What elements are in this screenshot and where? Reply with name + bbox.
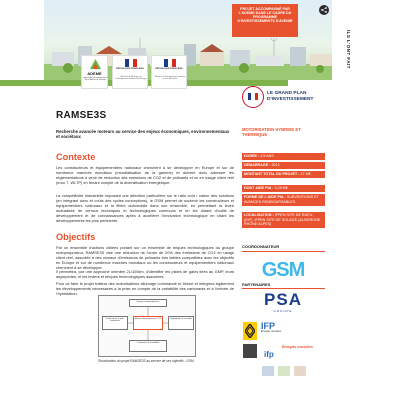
fact-label: FORME DE L'AIDE PIA : xyxy=(244,195,286,200)
fact-montant xyxy=(242,171,325,178)
objectifs-paragraph-1: Par un ensemble d'actions ciblées portant sur un ensemble de briques technologiques du groupe motopropulseur, RAMSE3S vise une réduction de l'ordre de 20% des émissions de CO2 en usage client réel, associée à des niveaux d'émissions de polluants très faibles compatibles avec les objectifs en Europe et sur de nombreux marchés mondiaux ou les constructeurs et équipementiers nationaux cherchent à se développer. xyxy=(56,245,234,270)
fact-label: LOCALISATION : xyxy=(244,213,274,218)
partner-logo-small xyxy=(278,366,290,376)
ministry-republic-label: RÉPUBLIQUE FRANÇAISE xyxy=(155,68,183,70)
renault-logo xyxy=(243,322,257,340)
contexte-heading: Contexte xyxy=(56,152,96,162)
footer-partner-logos xyxy=(262,366,306,376)
fact-label: MONTANT TOTAL DU PROJET : xyxy=(244,172,300,177)
ifpen-logo xyxy=(261,321,301,337)
fact-value: 17 M€ xyxy=(300,172,311,177)
objectifs-heading: Objectifs xyxy=(56,232,96,242)
partenaires-label: PARTENAIRES xyxy=(242,282,271,287)
objectifs-paragraph-2: Il permettra, par une approche orientée 2L/100km, d'identifier les pistes de gains liées au GMP, leurs asymptotes, et les leviers et briques technologiques associées. xyxy=(56,269,234,279)
fact-value: 3,28 M€ xyxy=(274,186,288,191)
fact-value: 2012 xyxy=(271,163,280,168)
diagram-box-bottom: Carburants & variabilité xyxy=(129,340,167,352)
project-title: RAMSE3S xyxy=(56,110,107,121)
side-tab xyxy=(342,30,352,85)
partenaires-rule xyxy=(242,288,325,289)
contexte-paragraph-2: La compétitivité industrielle imposant une attention particulière sur le ratio coût / valeur des solutions (en intégrant donc et coûts des cycles conceptions), le GSM permet de soutenir les constructeurs et équipementiers nationaux et la filière automobile dans son ensemble, en permettant la levée mutualisée de verrous techniques et technologiques communs et en les dotant d'outils de développement et de connaissances aptes à accélérer l'innovation technologique en citant les développements les plus pertinents. xyxy=(56,193,234,223)
fact-forme-aide xyxy=(242,194,325,206)
diagram-box-center: Moteur thermique bas CO2 xyxy=(133,316,163,330)
ifp-logo-mark: ifp xyxy=(264,350,274,359)
diagram-box-right: Hybridation & contrôle xyxy=(168,316,194,330)
ademe-mark-icon xyxy=(90,59,101,69)
project-lead: Recherche avancée moteurs au service des enjeux économiques, environnementaux et sociétaux xyxy=(56,129,230,140)
project-diagram xyxy=(98,295,196,357)
ministry-name: Ministère de l'Enseignement supérieur et de la Recherche xyxy=(154,76,186,81)
diagram-connectors xyxy=(99,296,197,358)
ifpen-logo-mark: IFP xyxy=(261,321,276,331)
fact-demarrage xyxy=(242,162,325,169)
fact-value: 4,5 ANS xyxy=(260,154,274,159)
french-flag-icon xyxy=(125,59,137,67)
ifp-logo-text: Énergies nouvelles xyxy=(282,345,313,349)
coordinateur-label: COORDONNATEUR xyxy=(242,244,280,249)
ministry-republic-label: RÉPUBLIQUE FRANÇAISE xyxy=(116,68,144,70)
fact-duree xyxy=(242,153,325,160)
partner-logo-dark xyxy=(243,344,257,358)
fact-localisation xyxy=(242,212,325,228)
fact-aide xyxy=(242,185,325,192)
ademe-logo xyxy=(81,55,108,89)
side-tab-label: ILS L'ONT FAIT xyxy=(346,30,351,69)
grand-plan-label: LE GRAND PLAN D'INVESTISSEMENT xyxy=(267,91,314,102)
fact-label: DÉMARRAGE : xyxy=(244,163,271,168)
contexte-paragraph-1: Les constructeurs et équipementiers nationaux cherchent à se développer en Europe et sur de nombreux marchés mondiaux (mondialisation de la gamme) et doivent donc adresser les réglementations à venir de réduction des émissions de CO2 et de polluants et ce en usage client réel (euro 7, WLTP) en tenant compte de la diversification énergétique. xyxy=(56,165,234,185)
ademe-name: ADEME xyxy=(87,71,102,76)
ademe-subtitle: Agence de l'Environnement et de la Maîtrise de l'Énergie xyxy=(83,77,108,82)
renault-diamond-icon xyxy=(245,324,255,338)
fact-label: DONT AIDE PIA : xyxy=(244,186,274,191)
diagram-box-top: Groupe motopropulseur xyxy=(129,299,167,307)
share-icon[interactable] xyxy=(319,5,329,15)
ministry-logo-ecology xyxy=(112,55,148,89)
project-badge: PROJET ACCOMPAGNÉ PAR L'ADEME DANS LE CADRE DU PROGRAMME D'INVESTISSEMENTS D'AVENIR xyxy=(232,4,298,37)
psa-subtitle: GROUPE xyxy=(273,309,293,313)
psa-logo: PSA xyxy=(264,290,302,309)
french-flag-icon xyxy=(164,59,176,67)
fact-value: SUBVENTIONS ET AVANCES REMBOURSABLES xyxy=(244,195,319,204)
ifpen-logo-text: Energies nouvelles xyxy=(261,330,282,333)
ministry-logo-research xyxy=(151,55,187,89)
ministry-name: Ministère de l'Écologie, du Développement durable et de l'Énergie xyxy=(115,76,147,81)
diagram-box-left: Combustion & post-traitement xyxy=(102,316,128,330)
diagram-caption: Structuration du projet RAMSE3S au service de ses objectifs : GSM xyxy=(98,359,194,363)
ifp-energies-logo xyxy=(264,344,314,360)
theme-heading: MOTORISATION HYBRIDE ET THERMIQUE xyxy=(242,127,301,137)
gsm-logo: GSM xyxy=(261,259,305,281)
objectifs-paragraph-3: Pour ce faire le projet traitera des motorisations allumage commandé et Diesel et intégrera également les développements nécessaires à la prise en compte de la variabilité des carburants et à l'arrivée de l'hybridation. xyxy=(56,281,234,296)
fact-value: IFPEN SITE DE RUEIL (IDF), IFPEN SITE DE SOLAIZE (AUVERGNE RHÔNE ALPES) xyxy=(244,213,321,227)
fact-label: DURÉE : xyxy=(244,154,260,159)
partner-logo-small xyxy=(294,366,306,376)
grand-plan-logo xyxy=(242,86,322,108)
grand-plan-emblem-icon xyxy=(242,86,264,108)
coordinateur-rule xyxy=(242,251,325,252)
partner-logo-small xyxy=(262,366,274,376)
